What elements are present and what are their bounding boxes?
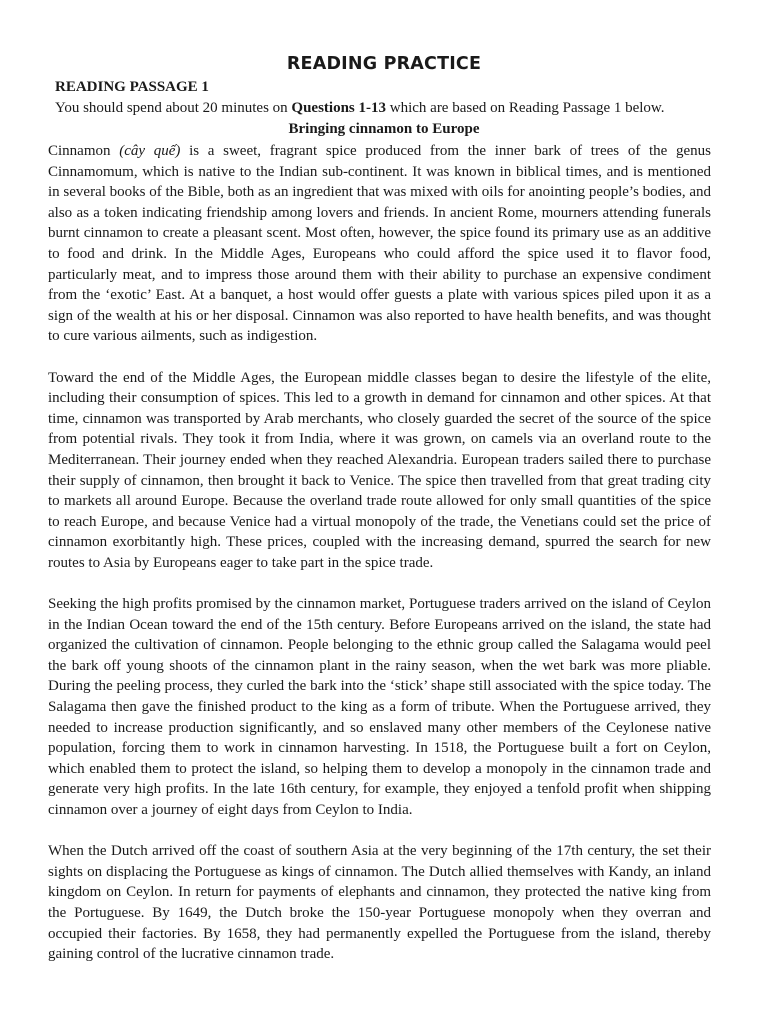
instruction-line — [55, 100, 665, 117]
paragraph-2: Toward the end of the Middle Ages, the European middle classes began to desire the lifestyle of the elite, including their consumption of spices. This led to a growth in demand for cinnamon and other spices. At that time, cinnamon was transported by Arab merchants, who closely guarded the secret of the source of the spice from potential rivals. They took it from India, where it was grown, on camels via an overland route to the Mediterranean. Their journey ended when they reached Alexandria. European traders sailed there to purchase their supply of cinnamon, then brought it back to Venice. The spice then travelled from that great trading city to markets all around Europe. Because the overland trade route allowed for only small quantities of the spice to reach Europe, and because Venice had a virtual monopoly of the trade, the Venetians could set the price of cinnamon exorbitantly high. These prices, coupled with the increasing demand, spurred the search for new routes to Asia by Europeans eager to take part in the spice trade. — [48, 369, 711, 571]
page-title: READING PRACTICE — [286, 54, 482, 74]
passage-label: READING PASSAGE 1 — [55, 79, 209, 95]
paragraph-1-lead: Cinnamon — [48, 143, 120, 159]
passage-body — [48, 141, 711, 985]
paragraph-4: When the Dutch arrived off the coast of southern Asia at the very beginning of the 17th century, the set their sights on displacing the Portuguese as kings of cinnamon. The Dutch allied themselves with Kandy, an inland kingdom on Ceylon. In return for payments of elephants and cinnamon, they protected the native king from the Portuguese. By 1649, the Dutch broke the 150-year Portuguese monopoly when they overran and occupied their factories. By 1658, they had permanently expelled the Portuguese from the island, thereby gaining control of the lucrative cinnamon trade. — [48, 843, 711, 963]
translation-note: (cây quế) — [119, 143, 181, 159]
passage-title: Bringing cinnamon to Europe — [288, 121, 480, 137]
instruction-text-end: which are based on Reading Passage 1 below. — [386, 100, 665, 116]
paragraph-1 — [48, 141, 711, 347]
paragraph-1-rest: is a sweet, fragrant spice produced from the inner bark of trees of the genus Cinnamomum, which is native to the Indian sub-continent. It was known in biblical times, and is mentioned in several books of the Bible, both as an ingredient that was mixed with oils for anointing people’s bodies, and also as a token indicating friendship among lovers and friends. In ancient Rome, mourners attending funerals burnt cinnamon to create a pleasant scent. Most often, however, the spice found its primary use as an additive to food and drink. In the Middle Ages, Europeans who could afford the spice used it to flavor food, particularly meat, and to impress those around them with their ability to purchase an expensive condiment from the ‘exotic’ East. At a banquet, a host would offer guests a plate with various spices piled upon it as a sign of the wealth at his or her disposal. Cinnamon was also reported to have health benefits, and was thought to cure various ailments, such as indigestion. — [48, 143, 712, 345]
instruction-text-start: You should spend about 20 minutes on — [55, 100, 292, 116]
paragraph-3: Seeking the high profits promised by the cinnamon market, Portuguese traders arrived on the island of Ceylon in the Indian Ocean toward the end of the 15th century. Before Europeans arrived on the island, the state had organized the cultivation of cinnamon. People belonging to the ethnic group called the Salagama would peel the bark off young shoots of the cinnamon plant in the rainy season, when the wet bark was more pliable. During the peeling process, they curled the bark into the ‘stick’ shape still associated with the spice today. The Salagama then gave the finished product to the king as a form of tribute. When the Portuguese arrived, they needed to increase production significantly, and so enslaved many other members of the Ceylonese native population, forcing them to work in cinnamon harvesting. In 1518, the Portuguese built a fort on Ceylon, which enabled them to protect the island, so helping them to develop a monopoly in the cinnamon trade and generate very high profits. In the late 16th century, for example, they enjoyed a tenfold profit when shipping cinnamon over a journey of eight days from Ceylon to India. — [48, 596, 711, 818]
questions-range: Questions 1-13 — [291, 100, 386, 116]
